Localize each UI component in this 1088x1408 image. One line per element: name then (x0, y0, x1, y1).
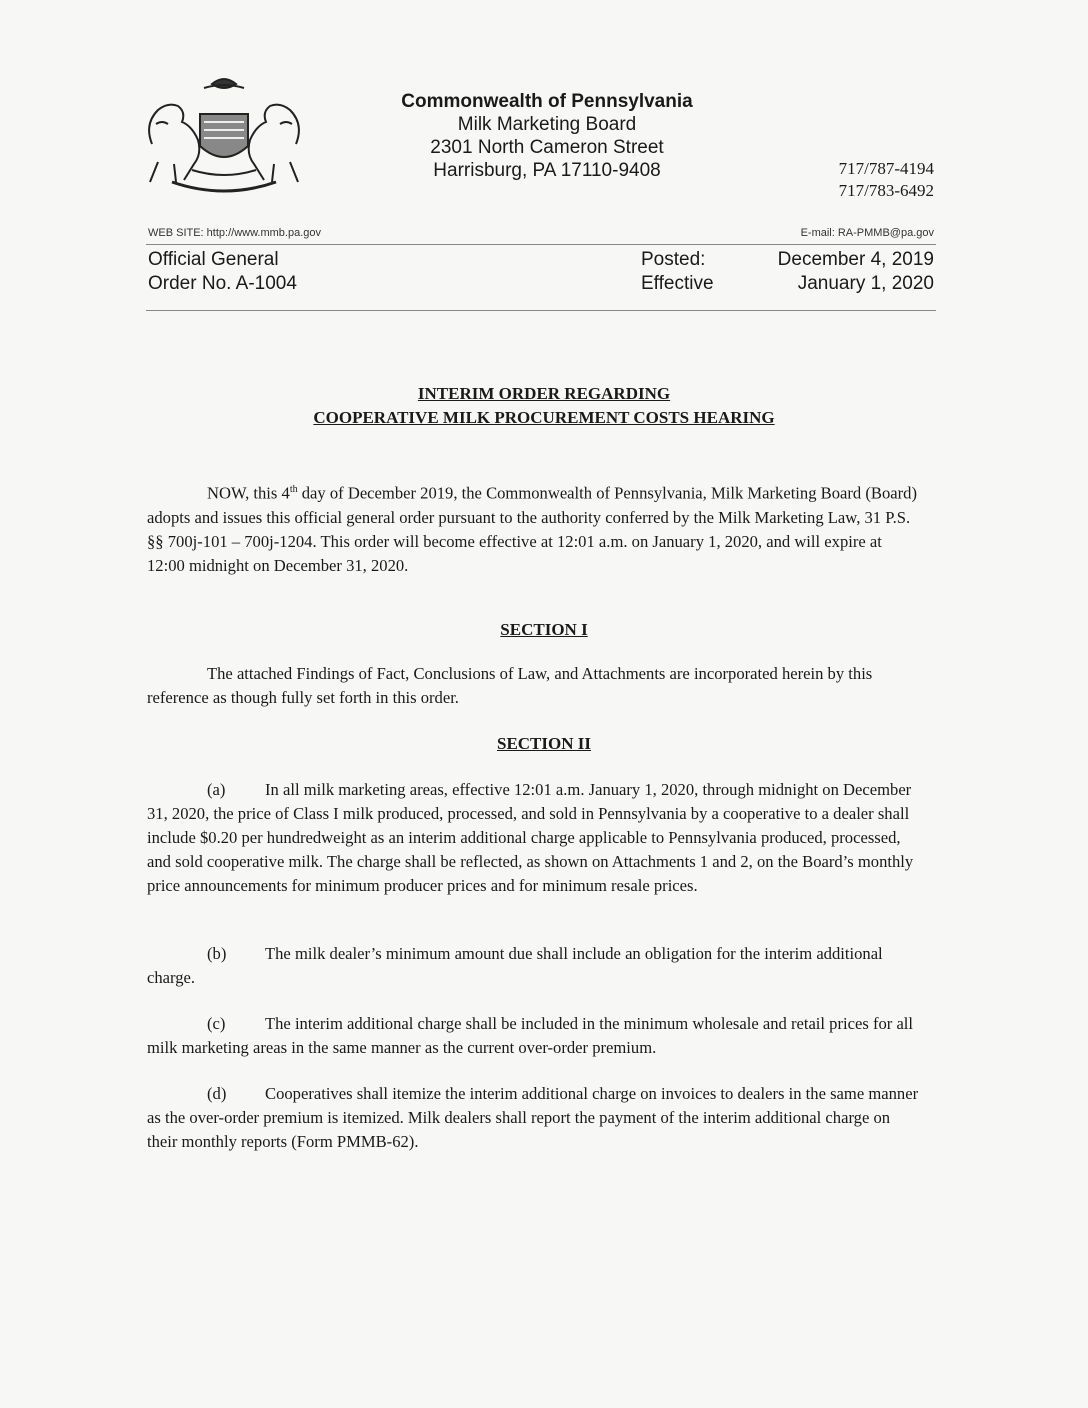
website-line: WEB SITE: http://www.mmb.pa.gov (148, 227, 321, 239)
phone-numbers (818, 158, 934, 202)
item-label: (b) (207, 944, 227, 963)
section-2-item-d (147, 1082, 919, 1154)
commonwealth-name: Commonwealth of Pennsylvania (401, 91, 693, 112)
city-address: Harrisburg, PA 17110-9408 (433, 160, 661, 181)
date-values (778, 248, 934, 296)
order-number-block (148, 248, 297, 296)
order-title-line-2: Order No. A-1004 (148, 273, 297, 294)
item-text: The milk dealer’s minimum amount due shall include an obligation for the interim additional charge. (147, 944, 883, 987)
item-label: (a) (207, 780, 226, 799)
section-1-heading: SECTION I (500, 620, 588, 639)
item-label: (c) (207, 1014, 226, 1033)
header-divider (146, 244, 936, 245)
posted-label: Posted: (641, 249, 706, 270)
intro-paragraph (147, 478, 919, 578)
section-1-text: The attached Findings of Fact, Conclusions of Law, and Attachments are incorporated herein by this reference as though fully set forth in this order. (147, 664, 873, 707)
date-labels (641, 248, 714, 296)
section-2-item-a (147, 778, 919, 898)
pennsylvania-seal-logo (134, 74, 314, 198)
order-divider (146, 310, 936, 311)
phone-2: 717/783-6492 (838, 181, 934, 200)
intro-post: day of December 2019, the Commonwealth of Pennsylvania, Milk Marketing Board (Board) adopts and issues this official general order pursuant to the authority conferred by the Milk Marketing Law, 31 P.S. §§ 700j-101 – 700j-1204. This order will become effective at 12:01 a.m. on January 1, 2020, and will expire at 12:00 midnight on December 31, 2020. (147, 483, 917, 575)
intro-sup: th (289, 484, 298, 495)
item-text: The interim additional charge shall be included in the minimum wholesale and retail prices for all milk marketing areas in the same manner as the current over-order premium. (147, 1014, 914, 1057)
effective-label: Effective (641, 273, 714, 294)
street-address: 2301 North Cameron Street (430, 137, 664, 158)
document-title-line-1: INTERIM ORDER REGARDING (417, 384, 671, 403)
effective-date: January 1, 2020 (797, 273, 934, 294)
board-name: Milk Marketing Board (457, 114, 637, 135)
email-line: E-mail: RA-PMMB@pa.gov (800, 227, 934, 239)
phone-1: 717/787-4194 (838, 159, 934, 178)
item-text: In all milk marketing areas, effective 12:01 a.m. January 1, 2020, through midnight on December 31, 2020, the price of Class I milk produced, processed, and sold in Pennsylvania by a cooperative to a dealer shall include $0.20 per hundredweight as an interim additional charge applicable to Pennsylvania produced, processed, and sold cooperative milk. The charge shall be reflected, as shown on Attachments 1 and 2, on the Board’s monthly price announcements for minimum producer prices and for minimum resale prices. (147, 780, 914, 895)
intro-pre: NOW, this 4 (207, 483, 290, 503)
letterhead (392, 90, 702, 182)
posted-date: December 4, 2019 (777, 249, 934, 270)
section-1-paragraph (147, 662, 919, 710)
item-label: (d) (207, 1084, 227, 1103)
document-title-line-2: COOPERATIVE MILK PROCUREMENT COSTS HEARING (313, 408, 775, 427)
section-2-item-c (147, 1012, 919, 1060)
item-text: Cooperatives shall itemize the interim additional charge on invoices to dealers in the same manner as the over-order premium is itemized. Milk dealers shall report the payment of the interim additional charge on their monthly reports (Form PMMB-62). (147, 1084, 919, 1151)
section-2-item-b (147, 942, 919, 990)
section-2-heading: SECTION II (496, 734, 591, 753)
order-title-line-1: Official General (148, 249, 279, 270)
